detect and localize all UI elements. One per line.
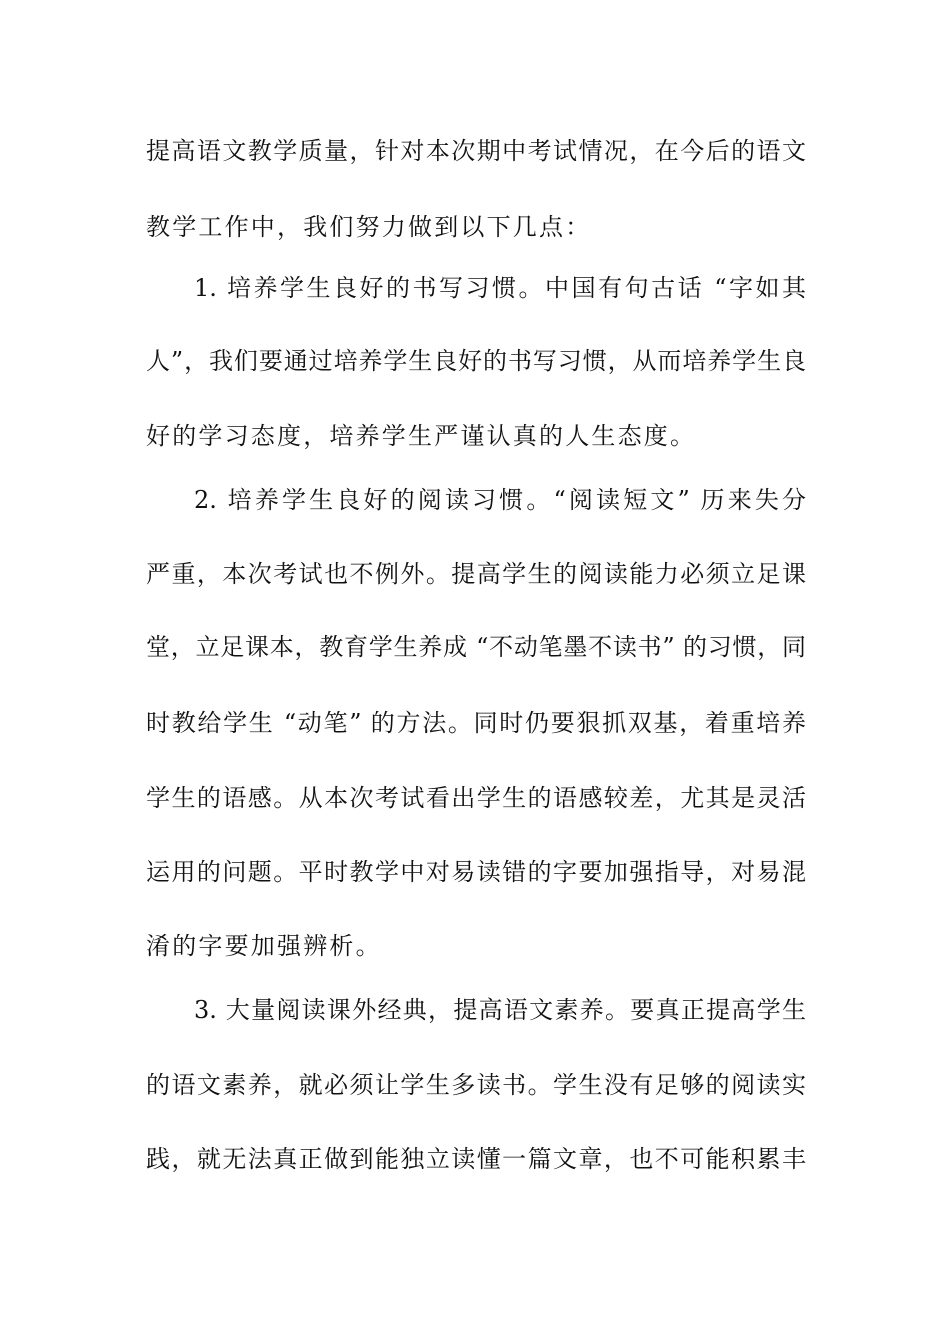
text-line-2: 教学工作中，我们努力做到以下几点： [146, 213, 592, 241]
list-item-3-line-2: 的语文素养，就必须让学生多读书。学生没有足够的阅读实 [146, 1071, 806, 1099]
list-item-3-line-1: 3. 大量阅读课外经典，提高语文素养。要真正提高学生 [194, 996, 806, 1024]
list-item-1-line-1: 1. 培养学生良好的书写习惯。中国有句古话 “字如其 [194, 274, 806, 302]
list-item-2-line-3: 堂，立足课本，教育学生养成 “不动笔墨不读书” 的习惯，同 [146, 633, 806, 661]
list-item-2-line-1: 2. 培养学生良好的阅读习惯。“阅读短文” 历来失分 [194, 486, 806, 514]
list-item-3-line-3: 践，就无法真正做到能独立读懂一篇文章，也不可能积累丰 [146, 1145, 806, 1173]
list-item-2-line-6: 运用的问题。平时教学中对易读错的字要加强指导，对易混 [146, 858, 806, 886]
list-item-2-line-4: 时教给学生 “动笔” 的方法。同时仍要狠抓双基，着重培养 [146, 709, 806, 737]
list-item-1-line-2: 人”，我们要通过培养学生良好的书写习惯，从而培养学生良 [146, 347, 806, 375]
list-item-2-line-7: 淆的字要加强辨析。 [146, 932, 382, 960]
list-item-2-line-2: 严重，本次考试也不例外。提高学生的阅读能力必须立足课 [146, 560, 806, 588]
list-item-1-line-3: 好的学习态度，培养学生严谨认真的人生态度。 [146, 422, 697, 450]
list-item-2-line-5: 学生的语感。从本次考试看出学生的语感较差，尤其是灵活 [146, 784, 806, 812]
text-line-1: 提高语文教学质量，针对本次期中考试情况，在今后的语文 [146, 137, 806, 165]
